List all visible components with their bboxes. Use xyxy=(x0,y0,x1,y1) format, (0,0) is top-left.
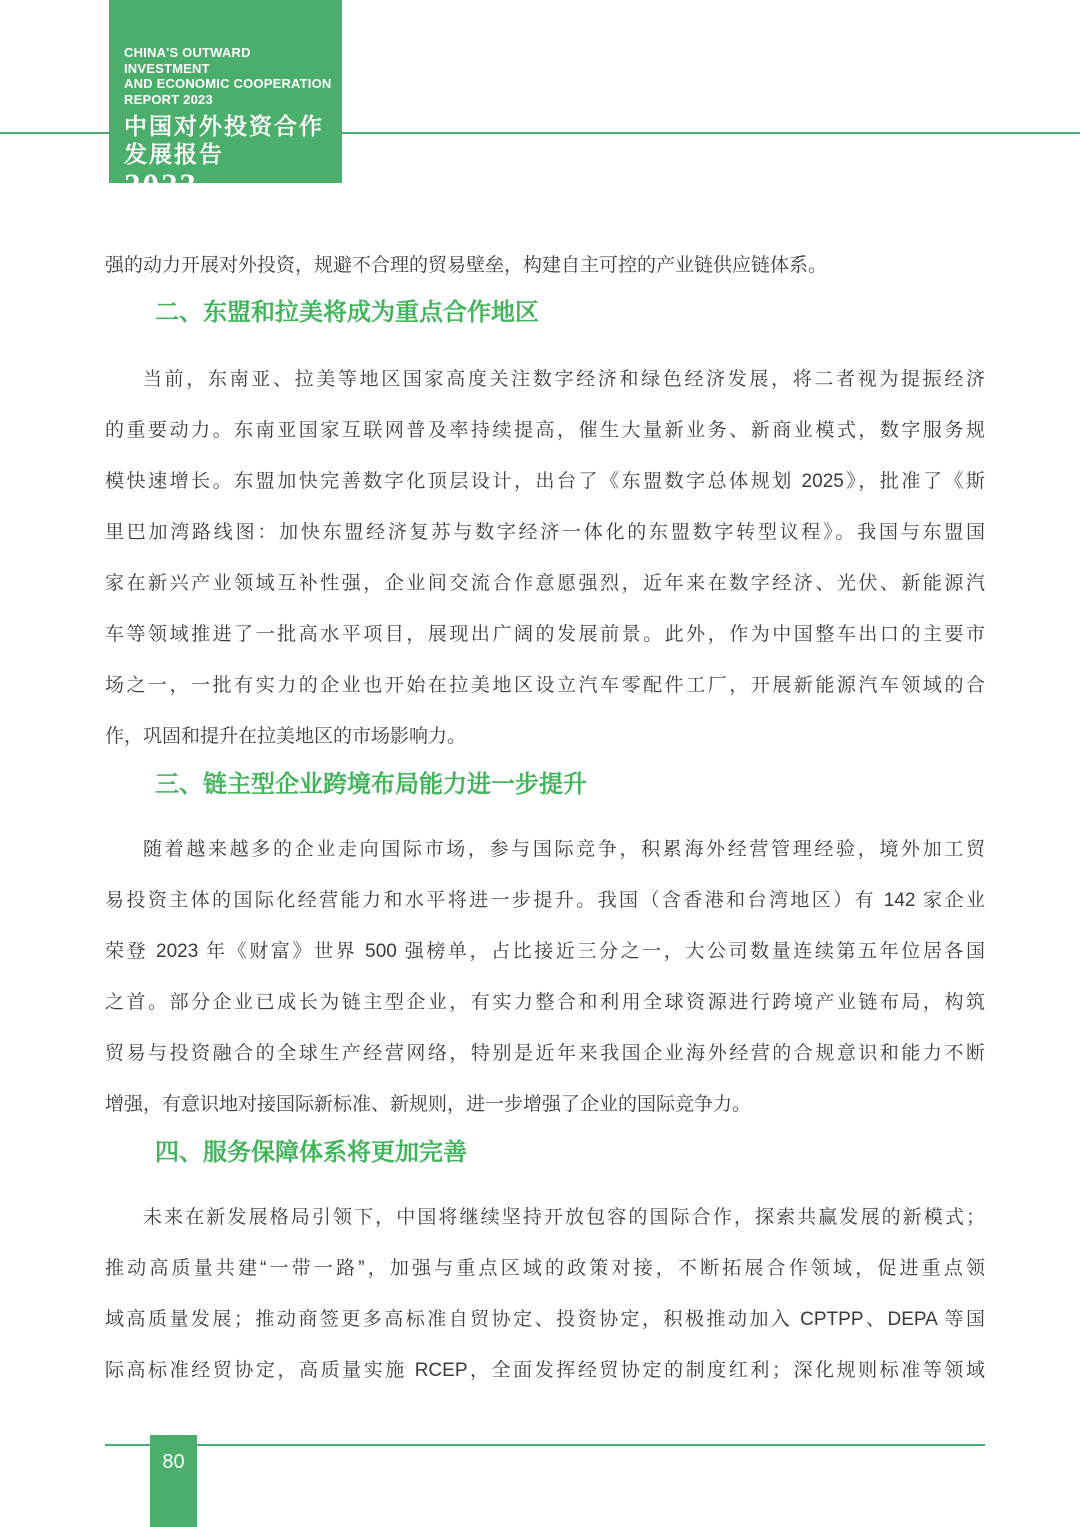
report-title-zh xyxy=(124,112,332,168)
page-number: 80 xyxy=(162,1451,185,1473)
text-line: 易投资主体的国际化经营能力和水平将进一步提升。我国（含香港和台湾地区）有 142 家企业 xyxy=(105,890,985,911)
section-heading: 四、服务保障体系将更加完善 xyxy=(155,1139,467,1166)
report-brand-box xyxy=(109,0,342,204)
text-line: 家在新兴产业领域互补性强，企业间交流合作意愿强烈，近年来在数字经济、光伏、新能源汽 xyxy=(105,573,985,594)
text-line: 未来在新发展格局引领下，中国将继续坚持开放包容的国际合作，探索共赢发展的新模式； xyxy=(143,1207,985,1228)
text-line: 随着越来越多的企业走向国际市场，参与国际竞争，积累海外经营管理经验，境外加工贸 xyxy=(143,839,985,860)
report-title-zh-line: 中国对外投资合作 xyxy=(124,113,324,139)
page-number-badge xyxy=(150,1435,197,1527)
text-line: 强的动力开展对外投资，规避不合理的贸易壁垒，构建自主可控的产业链供应链体系。 xyxy=(105,255,828,276)
paragraph xyxy=(105,240,985,291)
text-line: 的重要动力。东南亚国家互联网普及率持续提高，催生大量新业务、新商业模式，数字服务规 xyxy=(105,420,985,441)
paragraph xyxy=(105,824,985,1130)
footer-rule xyxy=(105,1444,985,1446)
section-heading: 二、东盟和拉美将成为重点合作地区 xyxy=(155,299,539,326)
text-line: 里巴加湾路线图：加快东盟经济复苏与数字经济一体化的东盟数字转型议程》。我国与东盟国 xyxy=(105,522,985,543)
text-line: 作，巩固和提升在拉美地区的市场影响力。 xyxy=(105,726,467,747)
report-title-en-line: REPORT 2023 xyxy=(124,91,213,107)
report-title-en-line: CHINA'S OUTWARD INVESTMENT xyxy=(124,45,251,76)
section-heading: 三、链主型企业跨境布局能力进一步提升 xyxy=(155,771,587,798)
text-line: 增强，有意识地对接国际新标准、新规则，进一步增强了企业的国际竞争力。 xyxy=(105,1094,752,1115)
text-line: 当前，东南亚、拉美等地区国家高度关注数字经济和绿色经济发展，将二者视为提振经济 xyxy=(143,369,985,390)
text-line: 荣登 2023 年《财富》世界 500 强榜单，占比接近三分之一，大公司数量连续第五年位居各国 xyxy=(105,941,985,962)
text-line: 之首。部分企业已成长为链主型企业，有实力整合和利用全球资源进行跨境产业链布局，构筑 xyxy=(105,992,985,1013)
report-title-en-line: AND ECONOMIC COOPERATION xyxy=(124,76,332,91)
paragraph xyxy=(105,354,985,762)
text-line: 际高标准经贸协定，高质量实施 RCEP，全面发挥经贸协定的制度红利；深化规则标准等领域 xyxy=(105,1360,985,1381)
paragraph xyxy=(105,1192,985,1396)
text-line: 域高质量发展；推动商签更多高标准自贸协定、投资协定，积极推动加入 CPTPP、DEPA 等国 xyxy=(105,1309,985,1330)
text-line: 贸易与投资融合的全球生产经营网络，特别是近年来我国企业海外经营的合规意识和能力不断 xyxy=(105,1043,985,1064)
text-line: 推动高质量共建“一带一路”，加强与重点区域的政策对接，不断拓展合作领域，促进重点领 xyxy=(105,1258,985,1279)
text-line: 模快速增长。东盟加快完善数字化顶层设计，出台了《东盟数字总体规划 2025》，批准了《斯 xyxy=(105,471,985,492)
report-title-en xyxy=(124,45,332,107)
report-year: 2023 xyxy=(124,168,198,204)
text-line: 车等领域推进了一批高水平项目，展现出广阔的发展前景。此外，作为中国整车出口的主要市 xyxy=(105,624,985,645)
text-line: 场之一，一批有实力的企业也开始在拉美地区设立汽车零配件工厂，开展新能源汽车领域的合 xyxy=(105,675,985,696)
report-title-zh-line: 发展报告 xyxy=(124,141,224,167)
